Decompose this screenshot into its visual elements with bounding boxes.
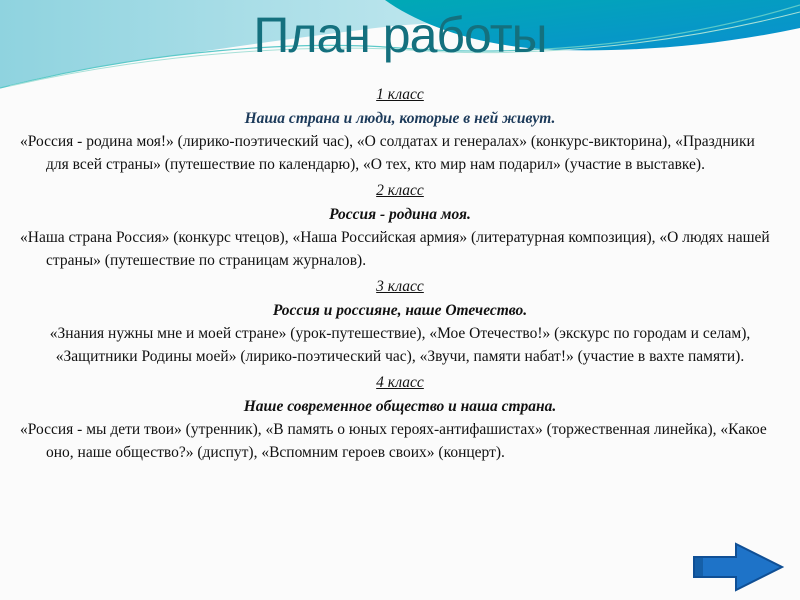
work-plan: [20, 80, 780, 464]
grade-theme: Наша страна и люди, которые в ней живут.: [244, 109, 556, 127]
grade-activities: «Россия - мы дети твои» (утренник), «В память о юных героях-антифашистах» (торжественная линейка), «Какое оно, наше общество?» (диспут), «Вспомним героев своих» (концерт).: [20, 421, 767, 461]
grade-heading: 1 класс: [376, 86, 424, 103]
next-slide-button[interactable]: [692, 542, 784, 592]
slide-title: План работы: [253, 7, 547, 63]
grade-4-section: [20, 372, 780, 464]
grade-3-section: [20, 276, 780, 368]
grade-theme: Россия и россияне, наше Отечество.: [272, 301, 528, 319]
grade-theme: Наше современное общество и наша страна.: [243, 397, 557, 415]
grade-activities: «Знания нужны мне и моей стране» (урок-путешествие), «Мое Отечество!» (экскурс по городам и селам), «Защитники Родины моей» (лирико-поэтический час), «Звучи, памяти набат!» (участие в вахте памяти).: [49, 325, 751, 365]
grade-heading: 4 класс: [376, 374, 424, 391]
grade-1-section: [20, 84, 780, 176]
arrow-right-icon: [694, 544, 782, 590]
grade-heading: 3 класс: [376, 278, 424, 295]
grade-activities: «Наша страна Россия» (конкурс чтецов), «Наша Российская армия» (литературная композиция), «О людях нашей страны» (путешествие по страницам журналов).: [20, 229, 770, 269]
grade-2-section: [20, 180, 780, 272]
grade-theme: Россия - родина моя.: [329, 205, 471, 223]
grade-activities: «Россия - родина моя!» (лирико-поэтический час), «О солдатах и генералах» (конкурс-викторина), «Праздники для всей страны» (путешествие по календарю), «О тех, кто мир нам подарил» (участие в выставке).: [20, 133, 755, 173]
grade-heading: 2 класс: [376, 182, 424, 199]
